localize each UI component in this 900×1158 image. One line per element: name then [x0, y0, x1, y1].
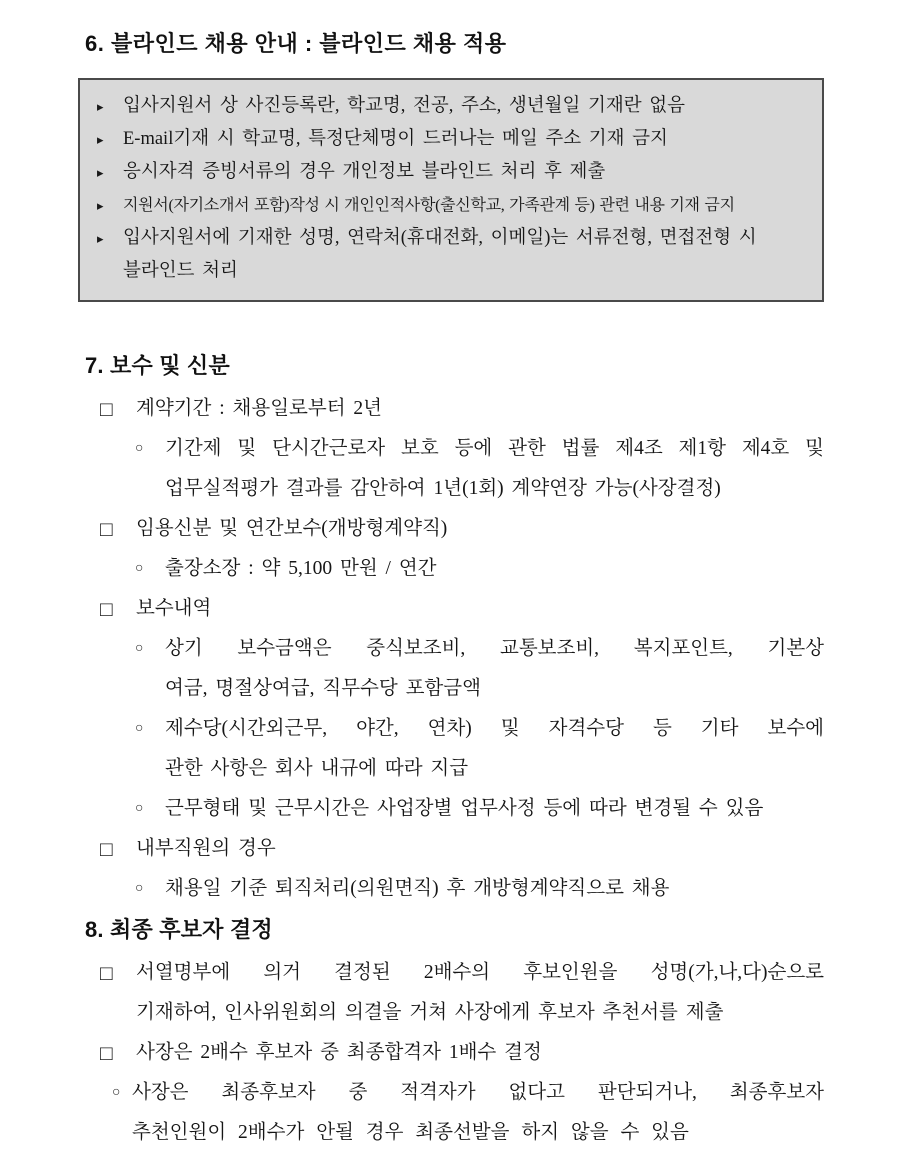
circle-bullet-icon: ○ — [135, 441, 144, 456]
item-text: 보수내역 — [136, 598, 212, 619]
triangle-bullet-icon: ▸ — [97, 132, 104, 147]
item-text: 사장은 최종후보자 중 적격자가 없다고 판단되거나, 최종후보자 — [132, 1082, 824, 1103]
notice-text: 입사지원서 상 사진등록란, 학교명, 전공, 주소, 생년월일 기재란 없음 — [123, 96, 686, 116]
circle-bullet-icon: ○ — [135, 801, 144, 816]
section-blind-recruitment — [85, 30, 824, 302]
list-item — [85, 829, 824, 869]
circle-bullet-icon: ○ — [135, 561, 144, 576]
list-item — [85, 789, 824, 829]
item-text: 사장은 2배수 후보자 중 최종합격자 1배수 결정 — [136, 1042, 542, 1063]
item-text: 채용일 기준 퇴직처리(의원면직) 후 개방형계약직으로 채용 — [165, 878, 670, 899]
list-item — [85, 429, 824, 509]
circle-bullet-icon: ○ — [112, 1085, 121, 1100]
item-text: 계약기간 : 채용일로부터 2년 — [136, 398, 382, 419]
item-text: 내부직원의 경우 — [136, 838, 276, 859]
section-7-heading: 7. 보수 및 신분 — [85, 353, 230, 378]
item-text: 임용신분 및 연간보수(개방형계약직) — [136, 518, 448, 539]
item-text: 서열명부에 의거 결정된 2배수의 후보인원을 성명(가,나,다)순으로 — [136, 962, 824, 983]
list-item — [85, 629, 824, 709]
item-text: 기재하여, 인사위원회의 의결을 거쳐 사장에게 후보자 추천서를 제출 — [136, 1002, 724, 1023]
triangle-bullet-icon: ▸ — [97, 99, 104, 114]
section-8-heading: 8. 최종 후보자 결정 — [85, 917, 273, 942]
notice-text: 블라인드 처리 — [123, 261, 238, 281]
blind-recruitment-notice-box — [78, 78, 824, 302]
list-item — [85, 589, 824, 629]
item-text: 근무형태 및 근무시간은 사업장별 업무사정 등에 따라 변경될 수 있음 — [165, 798, 764, 819]
list-item — [85, 869, 824, 909]
item-text: 출장소장 : 약 5,100 만원 / 연간 — [165, 558, 437, 579]
square-bullet-icon: □ — [100, 1041, 113, 1065]
square-bullet-icon: □ — [100, 397, 113, 421]
list-item — [85, 549, 824, 589]
triangle-bullet-icon: ▸ — [97, 165, 104, 180]
list-item — [85, 1033, 824, 1073]
notice-text: 지원서(자기소개서 포함)작성 시 개인인적사항(출신학교, 가족관계 등) 관련 내용 기재 금지 — [123, 197, 735, 214]
circle-bullet-icon: ○ — [135, 721, 144, 736]
section-6-heading: 6. 블라인드 채용 안내 : 블라인드 채용 적용 — [85, 31, 507, 56]
item-text: 업무실적평가 결과를 감안하여 1년(1회) 계약연장 가능(사장결정) — [165, 478, 721, 499]
list-item — [85, 953, 824, 1033]
list-item — [85, 389, 824, 429]
circle-bullet-icon: ○ — [135, 641, 144, 656]
notice-item — [94, 222, 806, 288]
circle-bullet-icon: ○ — [135, 881, 144, 896]
square-bullet-icon: □ — [100, 597, 113, 621]
item-text: 제수당(시간외근무, 야간, 연차) 및 자격수당 등 기타 보수에 — [165, 718, 824, 739]
notice-item — [94, 156, 806, 189]
notice-item — [94, 189, 806, 222]
notice-item — [94, 90, 806, 123]
notice-text: E-mail기재 시 학교명, 특정단체명이 드러나는 메일 주소 기재 금지 — [123, 129, 668, 149]
list-item — [85, 509, 824, 549]
section-7-items — [85, 389, 824, 909]
notice-text: 입사지원서에 기재한 성명, 연락처(휴대전화, 이메일)는 서류전형, 면접전형 시 — [123, 228, 757, 248]
square-bullet-icon: □ — [100, 517, 113, 541]
item-text: 상기 보수금액은 중식보조비, 교통보조비, 복지포인트, 기본상 — [165, 638, 824, 659]
item-text: 관한 사항은 회사 내규에 따라 지급 — [165, 758, 469, 779]
notice-item — [94, 123, 806, 156]
section-final-candidate-decision — [85, 916, 824, 1153]
list-item — [85, 709, 824, 789]
square-bullet-icon: □ — [100, 961, 113, 985]
square-bullet-icon: □ — [100, 837, 113, 861]
item-text: 기간제 및 단시간근로자 보호 등에 관한 법률 제4조 제1항 제4호 및 — [165, 438, 824, 459]
triangle-bullet-icon: ▸ — [97, 231, 104, 246]
item-text: 추천인원이 2배수가 안될 경우 최종선발을 하지 않을 수 있음 — [132, 1122, 689, 1143]
item-text: 여금, 명절상여급, 직무수당 포함금액 — [165, 678, 481, 699]
notice-text: 응시자격 증빙서류의 경우 개인정보 블라인드 처리 후 제출 — [123, 162, 606, 182]
section-8-items — [85, 953, 824, 1153]
triangle-bullet-icon: ▸ — [97, 198, 104, 213]
section-compensation-status — [85, 352, 824, 909]
list-item — [85, 1073, 824, 1153]
